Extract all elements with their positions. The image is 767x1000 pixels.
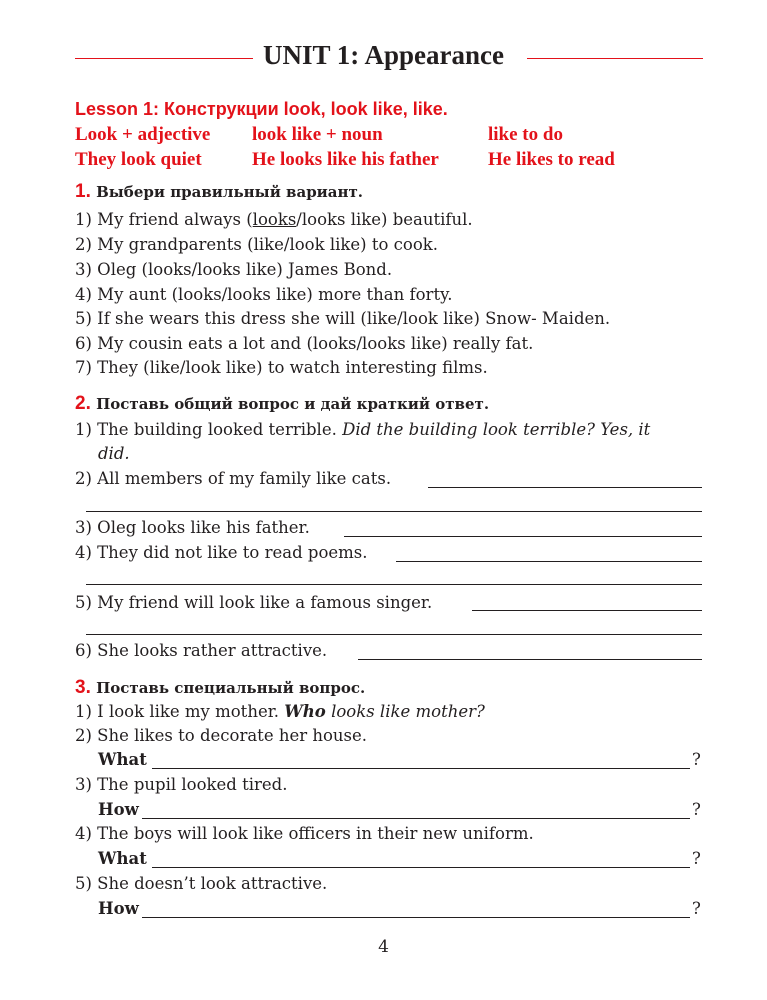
grammar-cell: He likes to read <box>488 149 615 170</box>
answer-blank[interactable] <box>142 917 690 918</box>
exercise-item: 2) She likes to decorate her house. <box>75 726 368 745</box>
exercise-item: 5) If she wears this dress she will (like/look like) Snow- Maiden. <box>75 309 611 328</box>
example-answer: Did the building look terrible? Yes, it <box>342 420 651 439</box>
exercise-item: 4) They did not like to read poems. <box>75 543 368 562</box>
exercise-item: 5) My friend will look like a famous singer. <box>75 593 433 612</box>
answer-blank[interactable] <box>86 511 702 512</box>
exercise-item: 3) Oleg (looks/looks like) James Bond. <box>75 260 393 279</box>
exercise-item: 2) My grandparents (like/look like) to cook. <box>75 235 438 254</box>
example-answer: looks like mother? <box>325 702 485 721</box>
answer-blank[interactable] <box>86 584 702 585</box>
task-instruction: Выбери правильный вариант. <box>96 183 364 201</box>
title-rule-right <box>527 58 703 59</box>
example-item-cont <box>98 444 130 463</box>
question-mark: ? <box>692 750 701 769</box>
exercise-item: 2) All members of my family like cats. <box>75 469 392 488</box>
underlined-answer: looks <box>252 210 297 229</box>
question-word: What <box>98 849 147 868</box>
task-number: 3. <box>75 677 91 698</box>
item-text: 1) I look like my mother. <box>75 702 285 721</box>
question-mark: ? <box>692 899 701 918</box>
example-answer: did. <box>98 444 130 463</box>
grammar-cell: Look + adjective <box>75 124 211 145</box>
task-instruction: Поставь общий вопрос и дай краткий ответ. <box>96 395 490 413</box>
exercise-item: 5) She doesn’t look attractive. <box>75 874 328 893</box>
grammar-cell: look like + noun <box>252 124 383 145</box>
page-number: 4 <box>378 937 389 957</box>
exercise-item: 6) My cousin eats a lot and (looks/looks like) really fat. <box>75 334 534 353</box>
grammar-cell: like to do <box>488 124 563 145</box>
question-mark: ? <box>692 800 701 819</box>
task-2-heading <box>75 393 489 415</box>
exercise-item: 7) They (like/look like) to watch interesting films. <box>75 358 488 377</box>
grammar-cell: They look quiet <box>75 149 202 170</box>
answer-blank[interactable] <box>142 818 690 819</box>
question-word: How <box>98 899 139 918</box>
item-text: 1) My friend always ( <box>75 210 253 229</box>
answer-blank[interactable] <box>152 768 690 769</box>
exercise-item: 3) The pupil looked tired. <box>75 775 288 794</box>
question-word: What <box>98 750 147 769</box>
task-number: 2. <box>75 393 91 414</box>
answer-blank[interactable] <box>472 610 702 611</box>
answer-blank[interactable] <box>428 487 702 488</box>
exercise-item: 4) The boys will look like officers in their new uniform. <box>75 824 534 843</box>
task-instruction: Поставь специальный вопрос. <box>96 679 366 697</box>
question-word: How <box>98 800 139 819</box>
task-number: 1. <box>75 181 91 202</box>
exercise-item <box>75 210 473 229</box>
answer-blank[interactable] <box>86 634 702 635</box>
lesson-heading: Lesson 1: Конструкции look, look like, like. <box>75 99 448 119</box>
exercise-item: 4) My aunt (looks/looks like) more than forty. <box>75 285 453 304</box>
example-item <box>75 702 485 721</box>
item-text: /looks like) beautiful. <box>296 210 473 229</box>
answer-blank[interactable] <box>396 561 702 562</box>
example-item <box>75 420 650 439</box>
example-answer: Who <box>284 702 326 721</box>
exercise-item: 6) She looks rather attractive. <box>75 641 328 660</box>
exercise-item: 3) Oleg looks like his father. <box>75 518 310 537</box>
item-text: 1) The building looked terrible. <box>75 420 343 439</box>
answer-blank[interactable] <box>152 867 690 868</box>
task-1-heading <box>75 181 363 203</box>
answer-blank[interactable] <box>358 659 702 660</box>
grammar-cell: He looks like his father <box>252 149 439 170</box>
answer-blank[interactable] <box>344 536 702 537</box>
question-mark: ? <box>692 849 701 868</box>
unit-title: UNIT 1: Appearance <box>262 40 504 70</box>
task-3-heading <box>75 677 365 699</box>
